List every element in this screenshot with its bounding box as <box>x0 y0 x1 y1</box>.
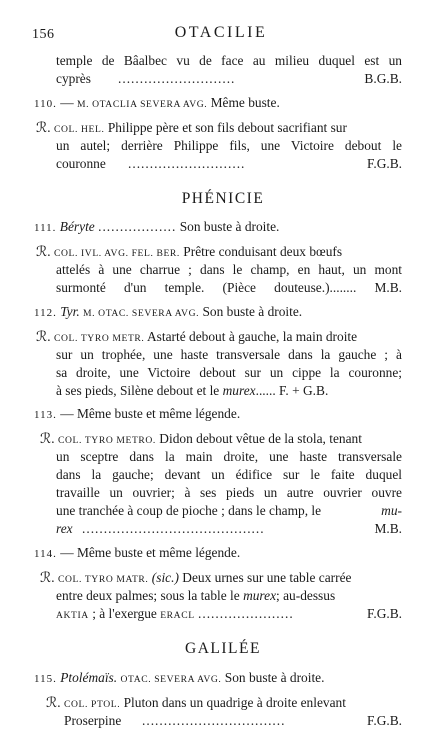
entry-115-heading: 115. Ptolémaïs. OTAC. SEVERA AVG. Son buste à droite. <box>34 670 325 685</box>
entry-112-reverse-line-1: ℛ. COL. TYRO METR. Astarté debout à gauche, la main droite <box>36 329 358 345</box>
entry-110-reverse-line-1: ℛ. COL. HEL. Philippe père et son fils debout sacrifiant sur <box>36 120 347 136</box>
reference: M.B. <box>374 521 402 536</box>
entry-115-reverse-line-1: ℛ. COL. PTOL. Pluton dans un quadrige à droite enlevant <box>46 695 346 711</box>
section-heading-galilee: GALILÉE <box>185 640 261 657</box>
top-entry-line-1: temple de Bâalbec vu de face au milieu duquel est un <box>56 53 402 68</box>
entry-114-reverse-line-1: ℛ. COL. TYRO MATR. (sic.) Deux urnes sur une table carrée <box>40 570 352 586</box>
entry-111-reverse-line-1: ℛ. COL. IVL. AVG. FEL. BER. Prêtre conduisant deux bœufs <box>36 244 343 260</box>
entry-111-heading: 111. Béryte .................. Son buste à droite. <box>34 219 280 234</box>
entry-112-reverse-line-4: à ses pieds, Silène debout et le murex...... F. + G.B. <box>56 383 329 398</box>
entry-110-reverse-line-2: un autel; derrière Philippe fils, une Victoire debout le <box>56 138 402 153</box>
reference: B.G.B. <box>364 71 402 86</box>
entry-113-reverse-line-1: ℛ. COL. TYRO METRO. Didon debout vêtue de la stola, tenant <box>40 431 362 447</box>
entry-111-reverse-line-2: attelés à une charrue ; dans le champ, en haut, un mont <box>56 262 402 277</box>
reverse-mark: ℛ. <box>36 245 51 260</box>
running-title: OTACILIE <box>174 24 268 41</box>
reverse-mark: ℛ. <box>36 121 51 136</box>
entry-113-heading: 113. — Même buste et même légende. <box>34 406 241 421</box>
entry-115-reverse-line-2: Proserpine ................................. F.G.B. <box>64 713 402 728</box>
reverse-mark: ℛ. <box>40 432 55 447</box>
reference: F.G.B. <box>366 713 402 728</box>
reverse-mark: ℛ. <box>40 571 55 586</box>
entry-111-reverse-line-3: surmonté d'un temple. (Pièce douteuse.)........ M.B. <box>56 280 402 295</box>
reverse-mark: ℛ. <box>36 330 51 345</box>
entry-114-reverse-line-3: AKTIA ; à l'exergue ERACL ...................... F.G.B. <box>56 606 402 621</box>
entry-112-heading: 112. Tyr. M. OTAC. SEVERA AVG. Son buste à droite. <box>34 304 303 319</box>
section-heading-phenicie: PHÉNICIE <box>181 190 265 207</box>
entry-112-reverse-line-2: sur un trophée, une haste transversale dans la gauche ; à <box>56 347 402 362</box>
running-head <box>32 26 410 46</box>
entry-113-reverse-line-5: une tranchée à coup de pioche ; dans le champ, le mu- <box>56 503 402 518</box>
reverse-mark: ℛ. <box>46 696 61 711</box>
entry-113-reverse-line-6: rex .......................................... M.B. <box>56 521 402 536</box>
entry-113-reverse-line-3: dans la gauche; devant un édifice sur le faite duquel <box>56 467 402 482</box>
entry-112-reverse-line-3: sa droite, une Victoire debout sur un cippe la couronne; <box>56 365 402 380</box>
reference: F.G.B. <box>366 156 402 171</box>
entry-110-reverse-line-3: couronne ........................... F.G.B. <box>56 156 402 171</box>
top-entry-line-2: cyprès ........................... B.G.B. <box>56 71 402 86</box>
entry-114-reverse-line-2: entre deux palmes; sous la table le murex; au-dessus <box>56 588 336 603</box>
entry-114-heading: 114. — Même buste et même légende. <box>34 545 241 560</box>
entry-113-reverse-line-4: travaille un ouvrier; à ses pieds un autre ouvrier ouvre <box>56 485 402 500</box>
entry-113-reverse-line-2: un sceptre dans la main droite, une haste transversale <box>56 449 402 464</box>
page-number: 156 <box>32 27 55 42</box>
entry-110-heading: 110. — M. OTACLIA SEVERA AVG. Même buste. <box>34 95 280 110</box>
reference: F.G.B. <box>366 606 402 621</box>
